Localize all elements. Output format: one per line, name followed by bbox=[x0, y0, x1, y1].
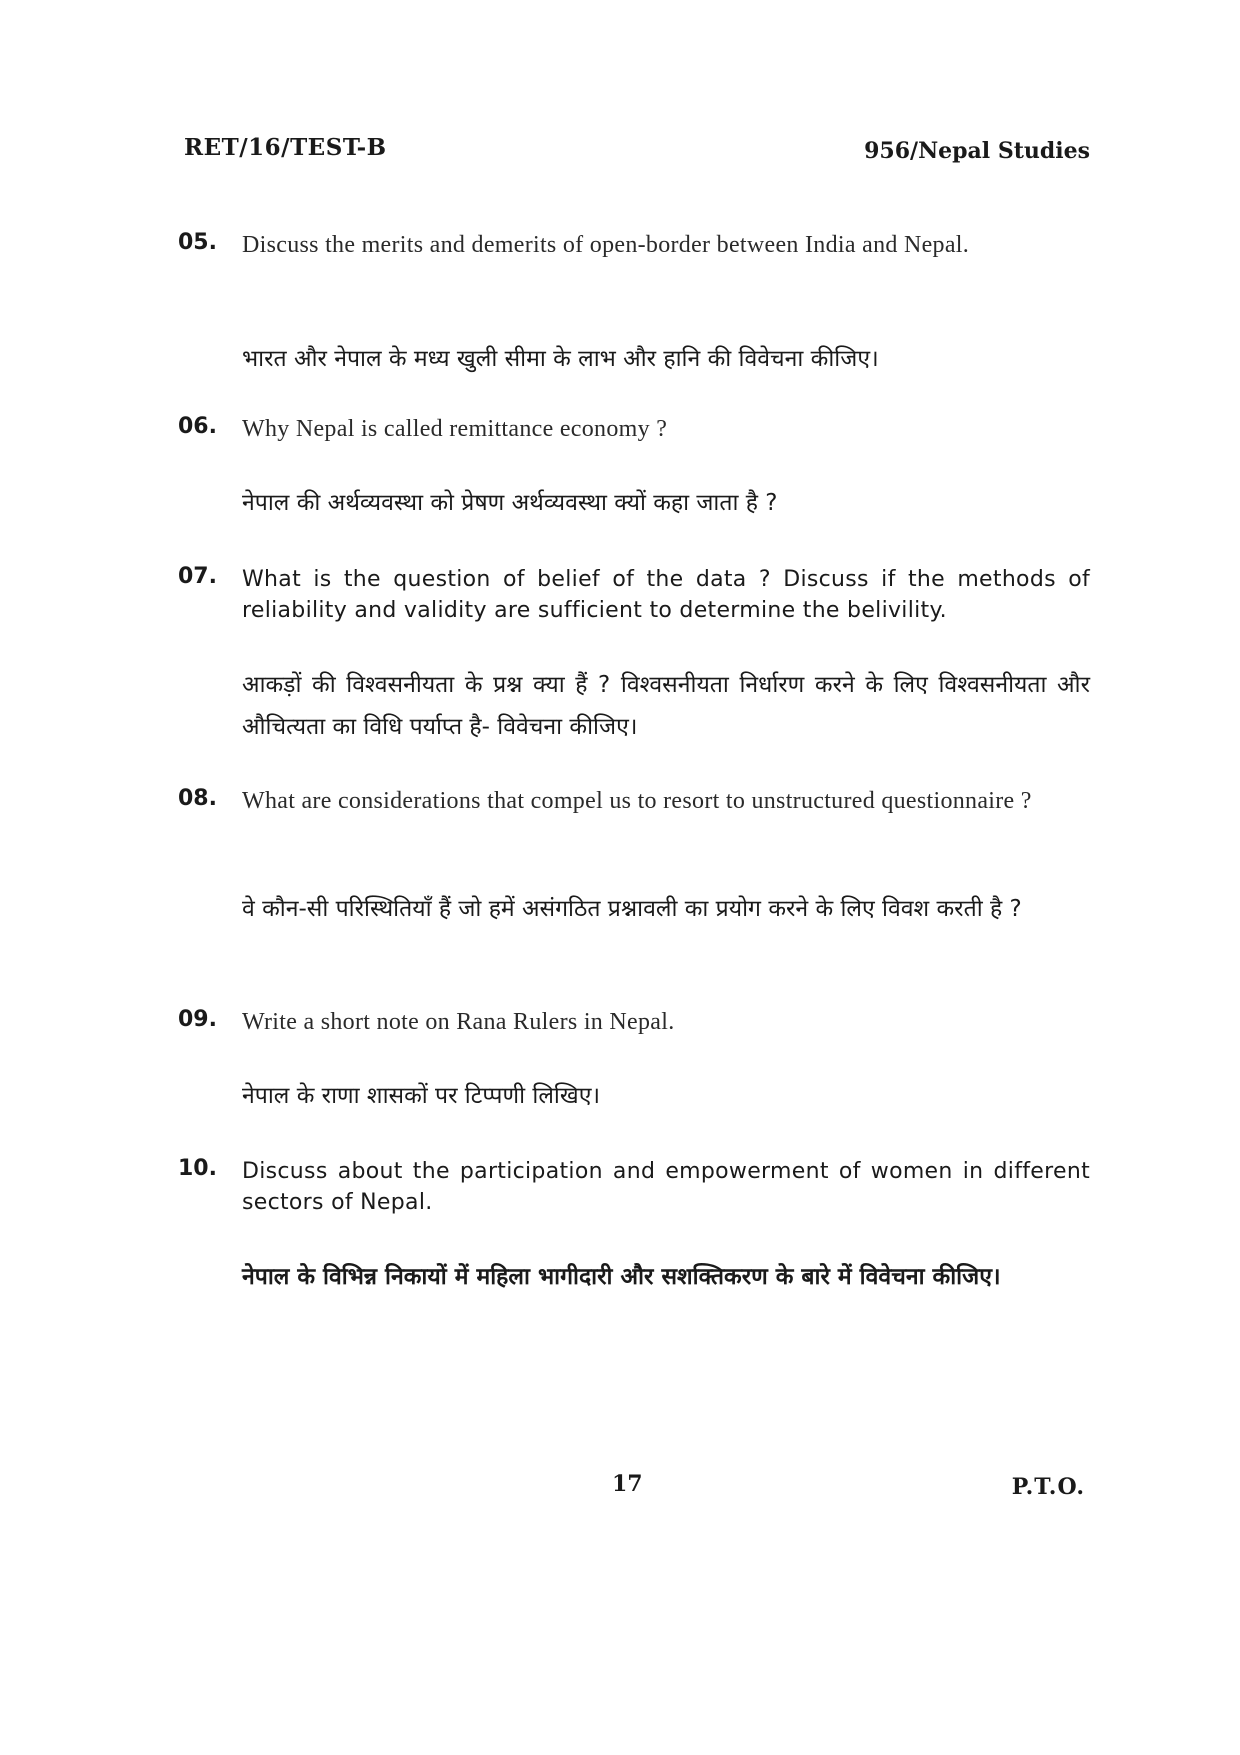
question-number: 05. bbox=[178, 230, 217, 255]
question-text-english: What is the question of belief of the data ? Discuss if the methods of reliability and validity are sufficient to determine the belivility. bbox=[242, 567, 1090, 623]
question-text-english: Why Nepal is called remittance economy ? bbox=[242, 416, 668, 442]
page-number: 17 bbox=[612, 1471, 643, 1497]
question-text-hindi: नेपाल की अर्थव्यवस्था को प्रेषण अर्थव्यवस्था क्यों कहा जाता है ? bbox=[242, 490, 778, 516]
question-text-hindi: वे कौन-सी परिस्थितियाँ हैं जो हमें असंगठित प्रश्नावली का प्रयोग करने के लिए विवश करती है ? bbox=[242, 896, 1022, 922]
question-text-english: Discuss about the participation and empowerment of women in different sectors of Nepal. bbox=[242, 1159, 1090, 1215]
paper-code: RET/16/TEST-B bbox=[184, 134, 387, 161]
question-text-hindi: नेपाल के विभिन्न निकायों में महिला भागीदारी और सशक्तिकरण के बारे में विवेचना कीजिए। bbox=[242, 1264, 1001, 1290]
question-number: 10. bbox=[178, 1156, 217, 1181]
please-turn-over: P.T.O. bbox=[1011, 1474, 1085, 1500]
question-text-english: Write a short note on Rana Rulers in Nepal. bbox=[242, 1009, 675, 1035]
question-number: 07. bbox=[178, 564, 217, 589]
question-text-hindi: आकड़ों की विश्वसनीयता के प्रश्न क्या हैं ? विश्वसनीयता निर्धारण करने के लिए विश्वसनीयता और औचित्यता का विधि पर्याप्त है- विवेचना कीजिए। bbox=[242, 672, 1090, 740]
question-text-english: What are considerations that compel us to resort to unstructured questionnaire ? bbox=[242, 788, 1032, 814]
question-number: 06. bbox=[178, 414, 217, 439]
question-text-english: Discuss the merits and demerits of open-border between India and Nepal. bbox=[242, 232, 970, 258]
question-text-hindi: भारत और नेपाल के मध्य खुली सीमा के लाभ और हानि की विवेचना कीजिए। bbox=[242, 346, 879, 372]
question-number: 09. bbox=[178, 1007, 217, 1032]
subject-title: 956/Nepal Studies bbox=[864, 138, 1090, 164]
question-number: 08. bbox=[178, 786, 217, 811]
question-text-hindi: नेपाल के राणा शासकों पर टिप्पणी लिखिए। bbox=[242, 1083, 601, 1109]
